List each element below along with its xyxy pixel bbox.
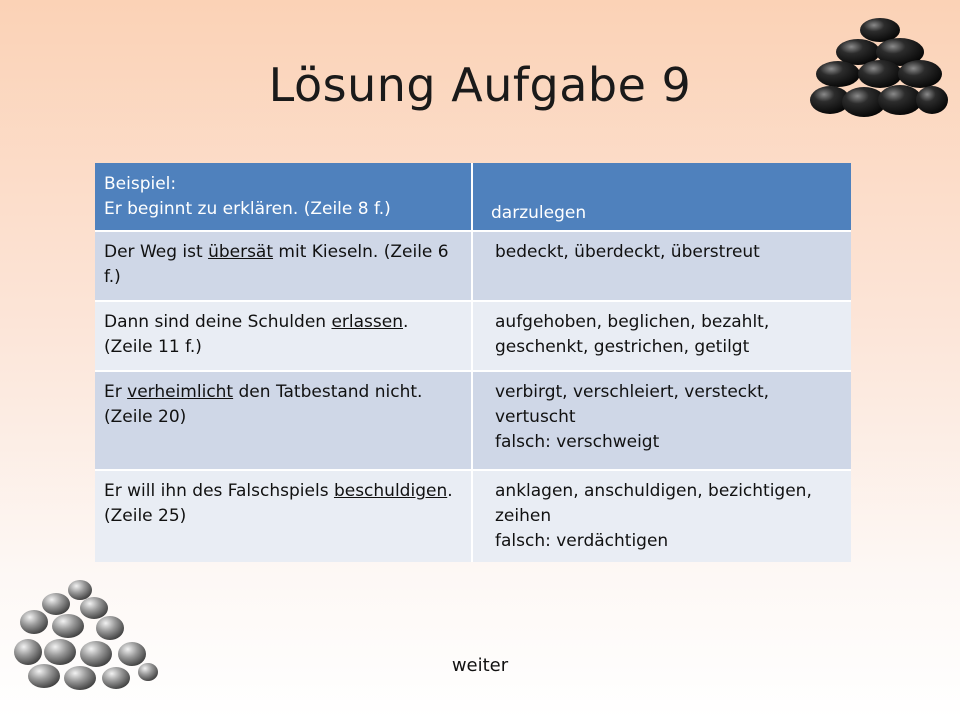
sentence-text: Er <box>104 382 128 402</box>
answer-line: geschenkt, gestrichen, getilgt <box>495 337 750 357</box>
table-row <box>95 301 851 371</box>
sentence-text: mit Kieseln. (Zeile 6 f.) <box>104 242 449 287</box>
sentence-text: den Tatbestand nicht. (Zeile 20) <box>104 382 423 427</box>
dark-stone-stack-icon <box>808 14 950 126</box>
example-label: Beispiel: <box>104 174 177 194</box>
header-example-cell <box>95 163 472 231</box>
solution-table <box>95 163 851 562</box>
example-sentence: Er beginnt zu erklären. (Zeile 8 f.) <box>104 199 391 219</box>
sentence-cell <box>95 301 472 371</box>
table-row <box>95 470 851 562</box>
sentence-text: . (Zeile 11 f.) <box>104 312 409 357</box>
answer-line: anklagen, anschuldigen, bezichtigen, <box>495 481 812 501</box>
answer-cell <box>472 231 851 301</box>
answer-line-wrong: falsch: verdächtigen <box>495 531 669 551</box>
answer-line: zeihen <box>495 506 552 526</box>
answer-line: bedeckt, überdeckt, überstreut <box>495 242 760 262</box>
weiter-link[interactable]: weiter <box>451 655 509 676</box>
sentence-text: Dann sind deine Schulden <box>104 312 332 332</box>
answer-cell <box>472 470 851 562</box>
target-word: beschuldigen <box>333 481 448 501</box>
sentence-text: Der Weg ist <box>104 242 209 262</box>
header-answer-cell: darzulegen <box>472 163 851 231</box>
sentence-cell <box>95 371 472 470</box>
sentence-text: . (Zeile 25) <box>104 481 453 526</box>
table-row <box>95 231 851 301</box>
target-word: erlassen <box>331 312 404 332</box>
answer-cell <box>472 301 851 371</box>
table-header-row <box>95 163 851 231</box>
target-word: übersät <box>208 242 274 262</box>
grey-pebble-pile-icon <box>10 576 160 694</box>
answer-line: aufgehoben, beglichen, bezahlt, <box>495 312 770 332</box>
sentence-cell <box>95 231 472 301</box>
target-word: verheimlicht <box>127 382 234 402</box>
answer-line: vertuscht <box>495 407 576 427</box>
table-row <box>95 371 851 470</box>
sentence-text: Er will ihn des Falschspiels <box>104 481 334 501</box>
answer-cell <box>472 371 851 470</box>
slide-title: Lösung Aufgabe 9 <box>268 58 692 112</box>
answer-line-wrong: falsch: verschweigt <box>495 432 660 452</box>
sentence-cell <box>95 470 472 562</box>
answer-line: verbirgt, verschleiert, versteckt, <box>495 382 770 402</box>
